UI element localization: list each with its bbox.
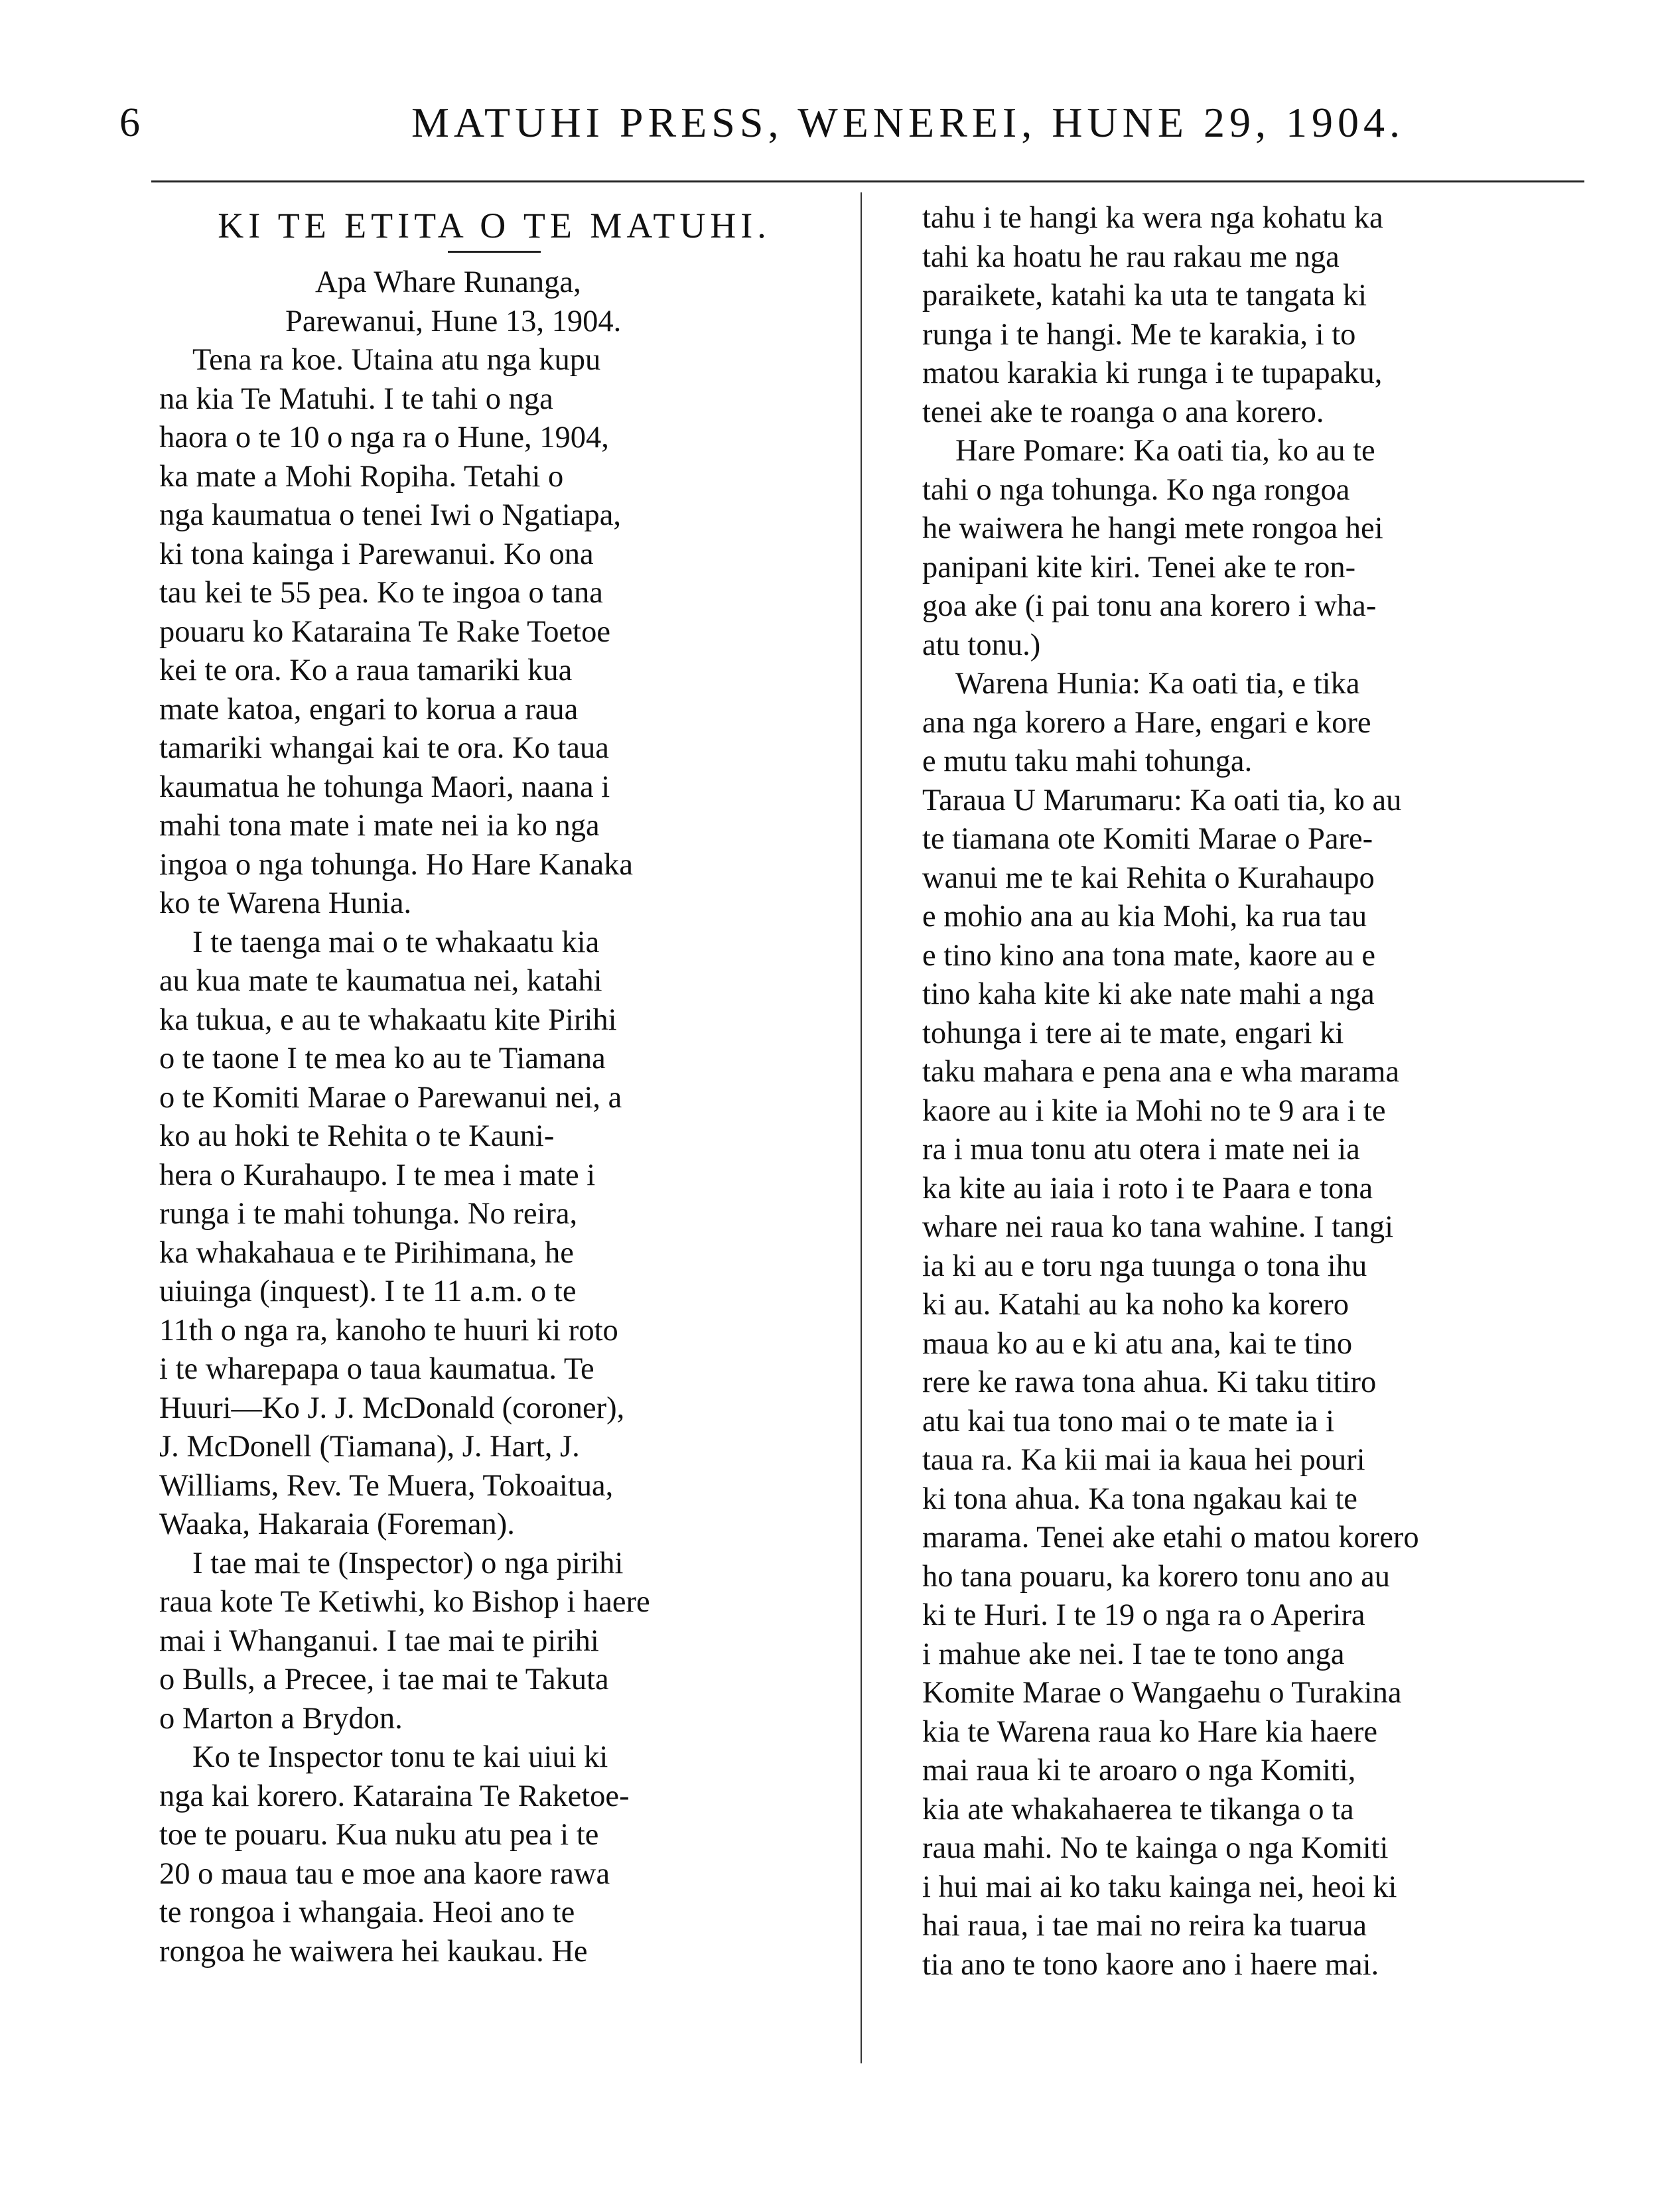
text-line: hera o Kurahaupo. I te mea i mate i xyxy=(159,1158,596,1192)
text-line: atu kai tua tono mai o te mate ia i xyxy=(922,1404,1335,1438)
left-body xyxy=(159,341,829,1971)
right-body xyxy=(922,199,1599,1984)
text-line: mahi tona mate i mate nei ia ko nga xyxy=(159,809,600,843)
text-line: Taraua U Marumaru: Ka oati tia, ko au xyxy=(922,783,1402,817)
page-header xyxy=(119,93,1405,153)
paragraph xyxy=(922,782,1599,1985)
text-line: i te wharepapa o taua kaumatua. Te xyxy=(159,1352,594,1386)
text-line: tahi o nga tohunga. Ko nga rongoa xyxy=(922,472,1350,507)
text-line: ki te Huri. I te 19 o nga ra o Aperira xyxy=(922,1598,1365,1632)
text-line: ra i mua tonu atu otera i mate nei ia xyxy=(922,1133,1360,1166)
paragraph xyxy=(922,665,1599,782)
paragraph xyxy=(159,1545,829,1739)
left-column xyxy=(159,199,829,1971)
text-line: runga i te mahi tohunga. No reira, xyxy=(159,1197,578,1231)
text-line: tahu i te hangi ka wera nga kohatu ka xyxy=(922,201,1383,235)
text-line: ka tukua, e au te whakaatu kite Pirihi xyxy=(159,1002,617,1037)
text-line: whare nei raua ko tana wahine. I tangi xyxy=(922,1210,1394,1244)
text-line: rere ke rawa tona ahua. Ki taku titiro xyxy=(922,1365,1377,1399)
column-divider xyxy=(861,192,862,2063)
text-line: ki au. Katahi au ka noho ka korero xyxy=(922,1288,1349,1322)
paragraph xyxy=(922,199,1599,432)
text-line: raua kote Te Ketiwhi, ko Bishop i haere xyxy=(159,1585,650,1619)
text-line: 11th o nga ra, kanoho te huuri ki roto xyxy=(159,1313,618,1348)
text-line: 20 o maua tau e moe ana kaore rawa xyxy=(159,1856,610,1891)
paragraph xyxy=(159,924,829,1545)
text-line: J. McDonell (Tiamana), J. Hart, J. xyxy=(159,1430,580,1464)
text-line: ka kite au iaia i roto i te Paara e tona xyxy=(922,1171,1373,1206)
text-line: panipani kite kiri. Tenei ake te ron- xyxy=(922,550,1356,585)
text-line: nga kai korero. Kataraina Te Raketoe- xyxy=(159,1779,630,1813)
text-line: he waiwera he hangi mete rongoa hei xyxy=(922,512,1383,545)
text-line: tia ano te tono kaore ano i haere mai. xyxy=(922,1947,1379,1982)
text-line: mate katoa, engari to koruа a raua xyxy=(159,692,579,726)
text-line: e mutu taku mahi tohunga. xyxy=(922,744,1253,778)
header-rule xyxy=(151,180,1584,182)
text-line: ko au hoki te Rehita o te Kauni- xyxy=(159,1119,555,1153)
text-line: toe te pouaru. Kua nuku atu pea i te xyxy=(159,1818,599,1852)
text-line: kia te Warena raua ko Hare kia haere xyxy=(922,1714,1378,1749)
right-column xyxy=(922,199,1599,1984)
text-line: hai raua, i tae mai no reira ka tuarua xyxy=(922,1909,1367,1943)
text-line: mai i Whanganui. I tae mai te pirihi xyxy=(159,1624,599,1658)
text-line: maua ko au e ki atu ana, kai te tino xyxy=(922,1326,1353,1361)
text-line: tenei ake te roanga o ana korero. xyxy=(922,395,1324,429)
text-line: e tino kino ana tona mate, kaore au e xyxy=(922,938,1376,973)
text-line: atu tonu.) xyxy=(922,628,1041,662)
text-line: ka mate a Mohi Ropiha. Tetahi o xyxy=(159,459,564,494)
address-line-2: Parewanui, Hune 13, 1904. xyxy=(285,304,622,338)
text-line: Komite Marae o Wangaehu o Turakina xyxy=(922,1676,1402,1710)
address-line-1: Apa Whare Runanga, xyxy=(315,265,581,299)
text-line: uiuinga (inquest). I te 11 a.m. o te xyxy=(159,1275,577,1308)
text-line: kia ate whakahaerea te tikanga o ta xyxy=(922,1792,1354,1827)
text-line: e mohio ana au kia Mohi, ka rua tau xyxy=(922,900,1367,933)
text-line: tohunga i tere ai te mate, engari ki xyxy=(922,1016,1344,1050)
text-line: haora o te 10 o nga ra o Hune, 1904, xyxy=(159,421,609,454)
paragraph xyxy=(159,341,829,924)
text-line: mai raua ki te aroaro o nga Komiti, xyxy=(922,1754,1356,1787)
text-line: raua mahi. No te kainga o nga Komiti xyxy=(922,1831,1389,1865)
text-line: au kua mate te kaumatua nei, katahi xyxy=(159,964,602,998)
text-line: ki tona kainga i Parewanui. Ko ona xyxy=(159,537,594,571)
text-line: te tiamana ote Komiti Marae o Pare- xyxy=(922,822,1373,856)
text-line: o Marton a Brydon. xyxy=(159,1701,403,1736)
paragraph xyxy=(159,1738,829,1971)
text-line: ingoa o nga tohunga. Ho Hare Kanaka xyxy=(159,847,634,882)
text-line: ka whakahaua e te Pirihimana, he xyxy=(159,1235,574,1270)
text-line: kaumatua he tohunga Maori, naana i xyxy=(159,770,610,804)
paragraph xyxy=(922,432,1599,665)
page-number: 6 xyxy=(119,100,140,145)
text-line: runga i te hangi. Me te karakia, i to xyxy=(922,317,1356,352)
title-rule xyxy=(448,251,541,253)
text-line: ia ki au e toru nga tuunga o tona ihu xyxy=(922,1249,1367,1283)
text-line: rongoa he waiwera hei kaukau. He xyxy=(159,1934,588,1969)
text-line: Hare Pomare: Ka oati tia, ko au te xyxy=(955,434,1375,468)
text-line: pouaru ko Kataraina Te Rake Toetoe xyxy=(159,614,610,649)
text-line: matou karakia ki runga i te tupapaku, xyxy=(922,356,1383,390)
text-line: marama. Tenei ake etahi o matou korero xyxy=(922,1521,1419,1555)
text-line: paraikete, katahi ka uta te tangata ki xyxy=(922,279,1367,312)
text-line: i mahue ake nei. I tae te tono anga xyxy=(922,1637,1345,1671)
text-line: kaore au i kite ia Mohi no te 9 ara i te xyxy=(922,1093,1386,1128)
text-line: na kia Te Matuhi. I te tahi o nga xyxy=(159,381,553,416)
text-line: ana nga korero a Hare, engari e kore xyxy=(922,705,1371,740)
text-line: goa ake (i pai tonu ana korero i wha- xyxy=(922,589,1377,623)
text-line: o te Komiti Marae o Parewanui nei, a xyxy=(159,1080,622,1115)
text-line: Huuri—Ko J. J. McDonald (coroner), xyxy=(159,1391,625,1425)
text-line: ho tana pouaru, ka korero tonu ano au xyxy=(922,1559,1391,1594)
text-line: kei te ora. Ko a raua tamariki kua xyxy=(159,654,573,687)
text-line: tamariki whangai kai te ora. Ko taua xyxy=(159,731,609,765)
text-line: tahi ka hoatu he rau rakau me nga xyxy=(922,240,1340,274)
letter-title: KI TE ETITA O TE MATUHI. xyxy=(218,206,771,245)
text-line: taku mahara e pena ana e wha marama xyxy=(922,1055,1400,1089)
text-line: Williams, Rev. Te Muera, Tokoaitua, xyxy=(159,1468,614,1503)
text-line: i hui mai ai ko taku kainga nei, heoi ki xyxy=(922,1870,1397,1904)
text-line: Waaka, Hakaraia (Foreman). xyxy=(159,1507,515,1541)
text-line: taua ra. Ka kii mai ia kaua hei pouri xyxy=(922,1443,1365,1477)
text-line: ko te Warena Hunia. xyxy=(159,886,412,920)
text-line: o Bulls, a Precee, i tae mai te Takuta xyxy=(159,1663,609,1696)
text-line: I tae mai te (Inspector) o nga pirihi xyxy=(192,1546,624,1580)
text-line: nga kaumatua o tenei Iwi o Ngatiapa, xyxy=(159,498,621,532)
text-line: I te taenga mai o te whakaatu kia xyxy=(192,925,600,959)
text-line: Ko te Inspector tonu te kai uiui ki xyxy=(192,1740,608,1774)
text-line: Warena Hunia: Ka oati tia, e tika xyxy=(955,667,1360,701)
text-line: o te taone I te mea ko au te Tiamana xyxy=(159,1042,606,1075)
text-line: ki tona ahua. Ka tona ngakau kai te xyxy=(922,1482,1357,1516)
text-line: te rongoa i whangaia. Heoi ano te xyxy=(159,1896,575,1929)
text-line: tau kei te 55 pea. Ko te ingoa o tana xyxy=(159,576,603,610)
text-line: tino kaha kite ki ake nate mahi a nga xyxy=(922,977,1375,1011)
text-line: wanui me te kai Rehita o Kurahaupo xyxy=(922,861,1375,895)
running-head: MATUHI PRESS, WENEREI, HUNE 29, 1904. xyxy=(411,99,1405,146)
text-line: Tena ra koe. Utaina atu nga kupu xyxy=(192,343,601,377)
